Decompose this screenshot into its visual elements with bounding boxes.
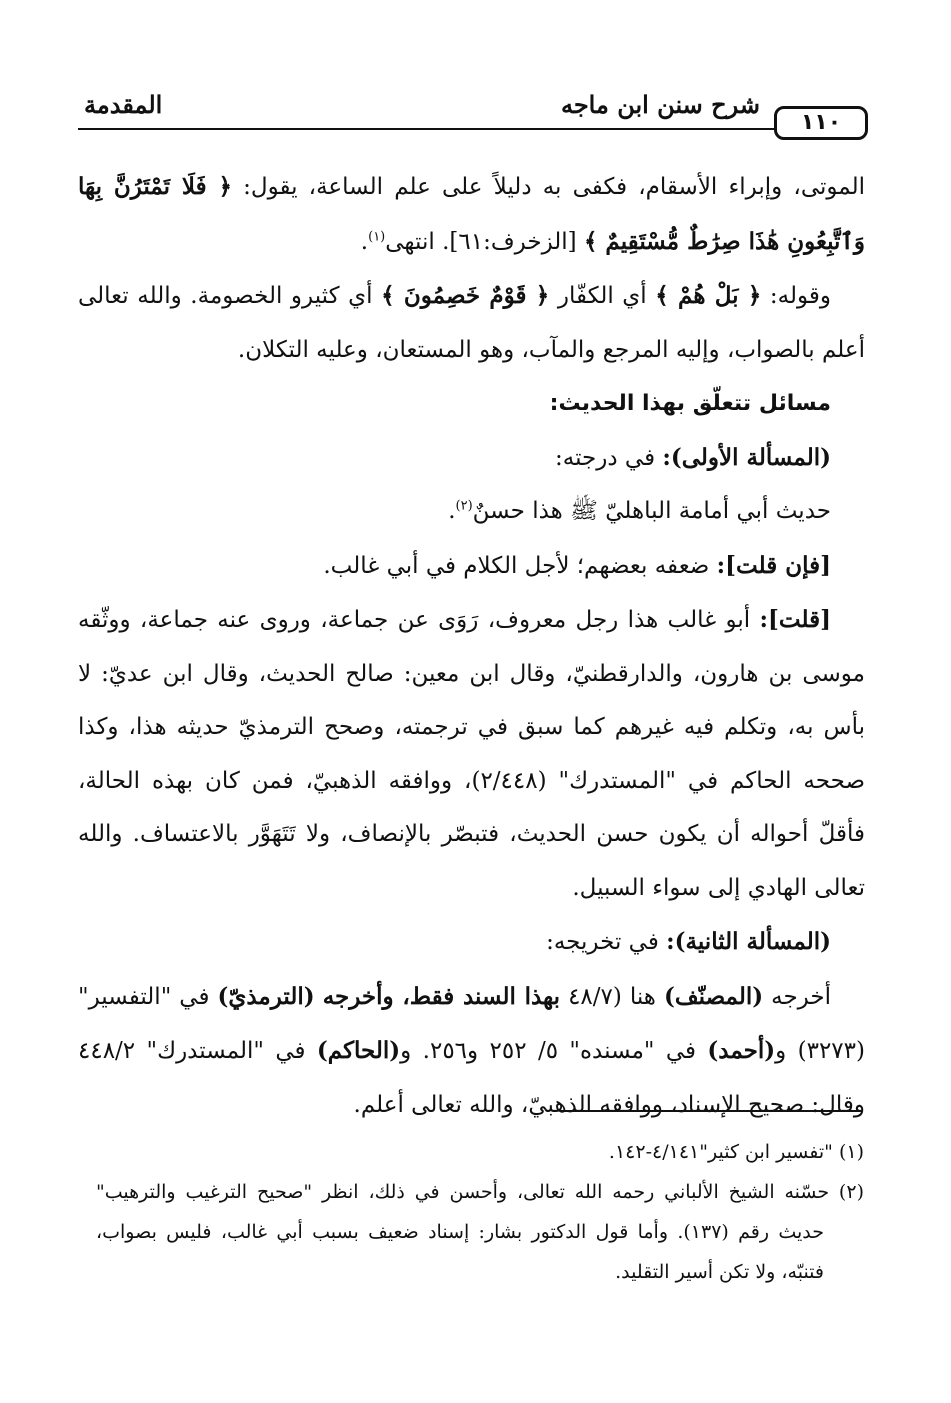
author-label: (الترمذيّ) xyxy=(217,982,315,1010)
text-span: أبو غالب هذا رجل معروف، رَوَى عن جماعة، وروى عنه جماعة، ووثّقه موسى بن هارون، والدارقطنيّ، وقال ابن معين: صالح الحديث، وقال ابن عديّ: لا بأس به، وتكلم فيه غيرهم كما سبق في ترجمته، وصحح الترمذيّ حديثه هذا، وكذا صححه الحاكم في "المستدرك" (٢/٤٤٨)، ووافقه الذهبيّ، فمن كان بهذه الحالة، فأقلّ أحواله أن يكون حسن الحديث، فتبصّر بالإنصاف، ولا تَتَهَوَّر بالاعتساف. والله تعالى الهادي إلى سواء السبيل. xyxy=(78,607,865,901)
text-span: في "مسنده" ٥/ ٢٥٢ و٢٥٦. و xyxy=(400,1038,708,1064)
page-number: ١١٠ xyxy=(774,106,868,140)
section-heading: مسائل تتعلّق بهذا الحديث: xyxy=(549,391,831,416)
author-label: (أحمد) xyxy=(707,1037,776,1064)
answer-label: [قلت]: xyxy=(759,606,831,633)
author-label: (المصنّف) xyxy=(663,982,764,1010)
section-title: المقدمة xyxy=(84,90,163,119)
issue-2-title xyxy=(78,915,865,970)
paragraph-1: الموتى، وإبراء الأسقام، فكفى به دليلاً على علم الساعة، يقول: ﴿ فَلَا تَمْتَرُنَّ بِهَا وَٱتَّبِعُونِ هَٰذَا صِرَٰطٌ مُّسْتَقِيمٌ ﴾ [الزخرف:٦١]. انتهى$^{(١)}$. xyxy=(78,173,865,255)
footnote-ref-1: (١) xyxy=(368,228,386,244)
issue-label: (المسألة الأولى): xyxy=(662,443,831,471)
author-label: (الحاكم) xyxy=(316,1037,401,1064)
hadith-grade: حديث أبي أمامة الباهليّ ﷺ هذا حسنٌ$^{(٢)}$. xyxy=(448,498,831,524)
text-span: [الزخرف:٦١]. انتهى xyxy=(385,228,584,255)
text-span: أي كثيرو الخصومة. والله تعالى أعلم بالصواب، وإليه المرجع والمآب، وهو المستعان، وعليه التكلان. xyxy=(78,283,865,363)
objection-paragraph xyxy=(78,539,865,594)
book-title: شرح سنن ابن ماجه xyxy=(560,90,760,119)
text-span: حديث أبي أمامة الباهليّ ﷺ هذا حسنٌ xyxy=(472,498,831,524)
quran-verse: ﴿ فَلَا تَمْتَرُنَّ بِهَا وَٱتَّبِعُونِ هَٰذَا صِرَٰطٌ مُّسْتَقِيمٌ ﴾ xyxy=(78,173,865,255)
quran-verse: ﴿ قَوْمٌ خَصِمُونَ ﴾ xyxy=(381,282,550,309)
footnote-2: (٢) حسّنه الشيخ الألباني رحمه الله تعالى، وأحسن في ذلك، انظر "صحيح الترغيب والترهيب" حديث رقم (١٣٧). وأما قول الدكتور بشار: إسناد ضعيف بسبب أبي غالب، فليس بصواب، فتنبّه، ولا تكن أسير التقليد. xyxy=(96,1181,864,1283)
text-span: أي الكفّار xyxy=(549,283,656,309)
footnote-ref-2: (٢) xyxy=(455,498,473,514)
text-span: الموتى، وإبراء الأسقام، فكفى به دليلاً على علم الساعة، يقول: xyxy=(231,174,865,200)
text-span: في "التفسير" (٣٢٧٣) و xyxy=(78,983,865,1064)
paragraph-2 xyxy=(78,269,865,377)
main-text xyxy=(78,160,865,1132)
takhrij-paragraph xyxy=(78,970,865,1133)
footnotes xyxy=(96,1132,864,1292)
header-rule xyxy=(78,128,774,130)
footnote-1: (١) "تفسير ابن كثير"٤/١٤١-١٤٢. xyxy=(608,1141,864,1163)
answer-paragraph xyxy=(78,593,865,915)
quran-verse: ﴿ بَلْ هُمْ ﴾ xyxy=(655,282,762,309)
text-span: وقوله: xyxy=(761,283,832,309)
text-span: هنا (٤٨/٧ xyxy=(560,983,664,1010)
issue-1-title xyxy=(78,431,865,486)
page-header xyxy=(78,88,868,144)
text-span: في درجته: xyxy=(555,444,663,471)
text-span: ضعفه بعضهم؛ لأجل الكلام في أبي غالب. xyxy=(323,552,717,579)
objection-label: [فإن قلت]: xyxy=(716,551,831,579)
text-span: أخرجه xyxy=(763,983,831,1010)
text-span: في "المستدرك" ٤٤٨/٢ وقال: صحيح الإسناد، ووافقه الذهبيّ، والله تعالى أعلم. xyxy=(78,1038,865,1118)
text-span: في تخريجه: xyxy=(546,929,667,955)
footnote-separator xyxy=(560,1110,860,1112)
text-span xyxy=(315,984,323,1010)
issue-label: (المسألة الثانية): xyxy=(666,928,831,955)
text-span-bold: بهذا السند فقط، وأخرجه xyxy=(322,982,561,1010)
